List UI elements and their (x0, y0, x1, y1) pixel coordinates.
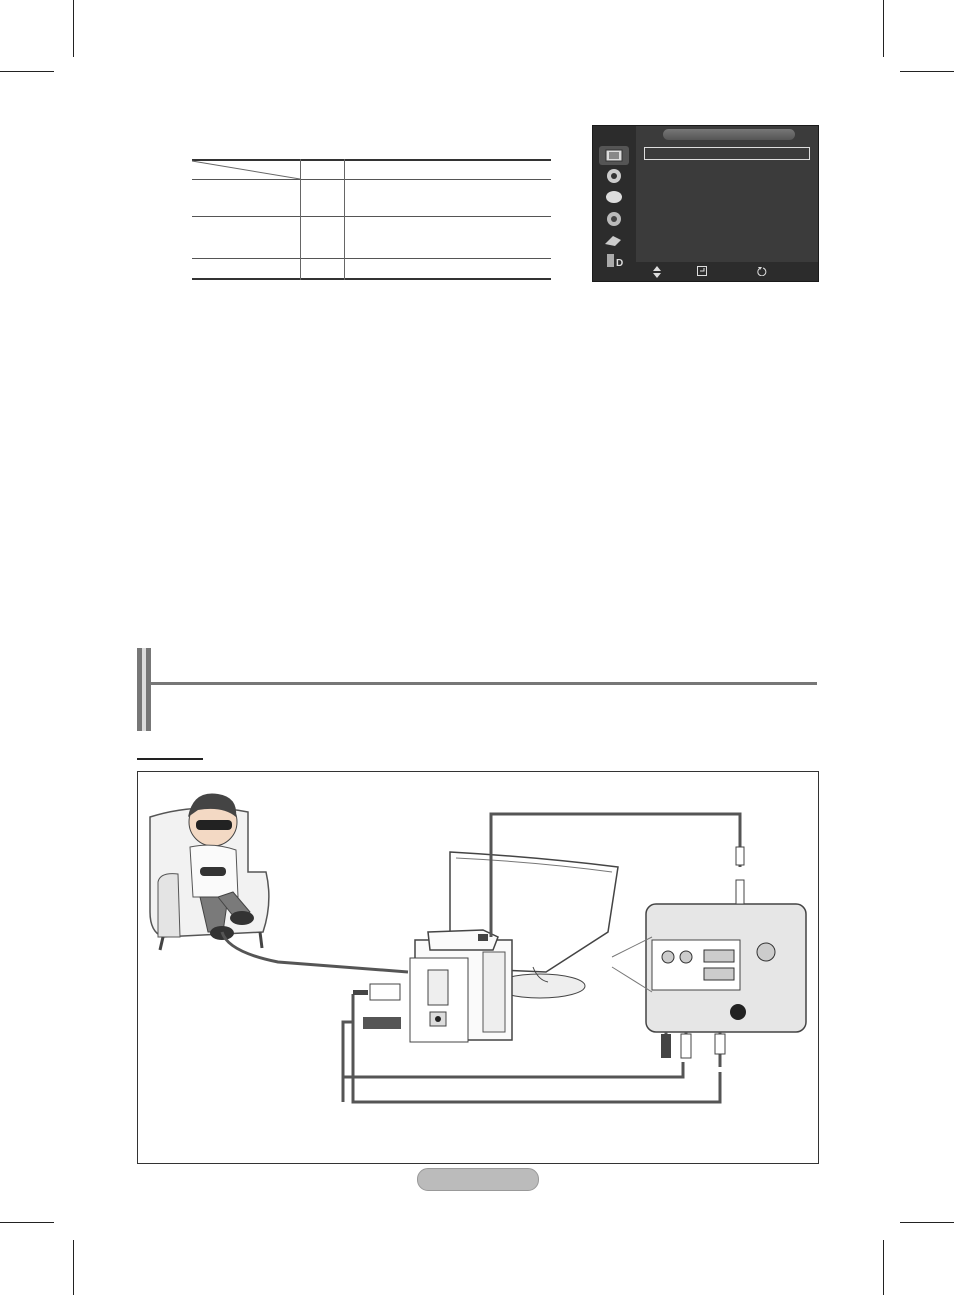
osd-title-bar (663, 129, 795, 140)
osd-footer (636, 262, 818, 281)
page-number-badge (417, 1168, 539, 1191)
ir-emitter (428, 930, 498, 950)
game-controller (200, 867, 226, 876)
crop-mark (900, 1222, 954, 1223)
input-icon (599, 230, 629, 249)
crop-mark (0, 1222, 54, 1223)
return-icon (757, 266, 767, 276)
subheading-underline (137, 758, 203, 760)
picture-icon (599, 146, 629, 165)
application-icon (599, 251, 629, 270)
pc-rear-panel (410, 940, 512, 1042)
spec-table (192, 159, 551, 280)
crop-mark (883, 0, 884, 57)
channel-icon (599, 188, 629, 207)
osd-selected-item (644, 147, 810, 160)
setup-icon (599, 209, 629, 228)
crop-mark (883, 1240, 884, 1295)
enter-icon (697, 266, 709, 277)
table-bottom-rule (192, 278, 551, 280)
crop-mark (73, 1240, 74, 1295)
move-icon (653, 266, 661, 278)
sound-icon (599, 167, 629, 186)
table-col-divider (344, 159, 345, 280)
table-diagonal-header (192, 159, 300, 180)
connection-diagram (137, 771, 819, 1164)
table-row-rule (192, 216, 551, 217)
svg-text:D: D (616, 258, 624, 269)
table-row-rule (192, 258, 551, 259)
section-heading-bar-highlight (142, 648, 146, 731)
crop-mark (73, 0, 74, 57)
section-heading-rule (151, 682, 817, 685)
crop-mark (0, 71, 54, 72)
tv-connector-panel (612, 904, 806, 1032)
crop-mark (900, 71, 954, 72)
table-col-divider (300, 159, 301, 280)
osd-menu (592, 125, 819, 282)
